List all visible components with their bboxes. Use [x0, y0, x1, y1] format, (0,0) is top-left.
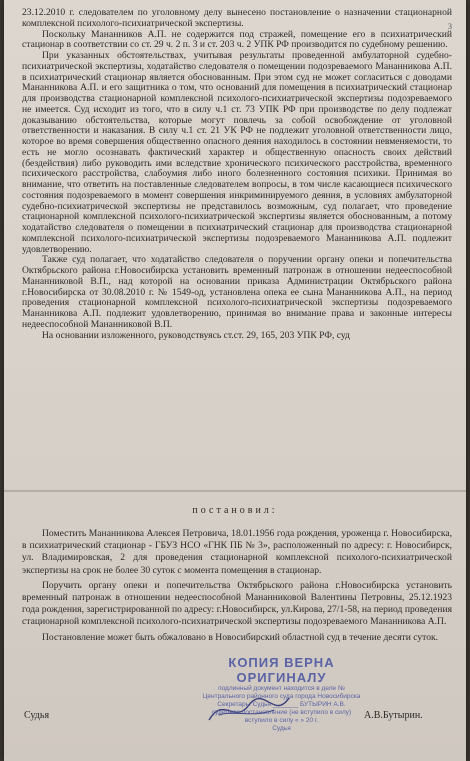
resolution-item: Постановление может быть обжаловано в Новосибирский областной суд в течение десяти суток.: [42, 631, 439, 643]
resolution-item: Поручить органу опеки и попечительства Октябрьского района г.Новосибирска установить временный патронаж в отношении недееспособной Мананниковой Валентины Петровны, 25.12.1923 года рождения, зарегистрированной по адресу: г.Новосибирск, ул.Кирова, 27/1-58, на период проведения стационарной комплексной психолого-психиатрической экспертизы подозреваемого Мананникова А.П.: [22, 579, 452, 628]
certification-stamp: [194, 655, 369, 745]
judge-name: А.В.Бутырин.: [364, 710, 423, 721]
paragraph: На основании изложенного, руководствуясь ст.ст. 29, 165, 203 УПК РФ, суд: [42, 329, 350, 341]
stamp-line: судебное постановление (не вступило в силу): [211, 709, 352, 716]
document-body: [22, 8, 452, 341]
resolution-item: Поместить Мананникова Алексея Петровича, 18.01.1956 года рождения, уроженца г. Новосибирска, в психиатрический стационар - ГБУЗ НСО «ГНК ПБ № 3», расположенный по адресу: г. Новосибирск, ул. Владимировская, 2 для проведения стационарной комплексной психолого-психиатрической экспертизы на срок не более 30 суток с момента помещения в стационар.: [22, 528, 452, 576]
stamp-line: вступило в силу « » 20 г.: [244, 717, 319, 724]
paragraph: Также суд полагает, что ходатайство следователя о поручении органу опеки и попечительства Октябрьского района г.Новосибирска установить временный патронаж в отношении недееспособной Мананниковой В.П., над которой на основании приказа Администрации Октябрьского района г.Новосибирска от 30.08.2010 г. № 1549-од, установлена опека ее сына Мананникова А.П., на период проведения стационарной комплексной психолого-психиатрической экспертизы подозреваемого Мананникова А.П. подлежит удовлетворению, принимая во внимание права и законные интересы недееспособной Мананниковой В.П.: [22, 254, 452, 330]
document-page: [4, 0, 466, 761]
paragraph: 23.12.2010 г. следователем по уголовному делу вынесено постановление о назначении стационарной комплексной психолого-психиатрической экспертизы.: [22, 7, 452, 29]
paragraph: Поскольку Мананников А.П. не содержится под стражей, помещение его в психиатрический стационар в соответствии со ст. 29 ч. 2 п. 3 и ст. 203 ч. 2 УПК РФ производится по судебному решению.: [22, 28, 452, 51]
page-number: 3: [448, 22, 452, 31]
resolution-title: постановил:: [192, 505, 278, 516]
paper-fold-line: [4, 490, 466, 492]
stamp-line: Судья: [272, 725, 291, 732]
stamp-line: Центрального районного суда города Новосибирска: [202, 693, 361, 700]
paragraph: При указанных обстоятельствах, учитывая результаты проведенной амбулаторной судебно-психиатрической экспертизы, ходатайство следователя о помещении подозреваемого Мананникова А.П. в психиатрический стационар является обоснованным. При этом суд не может согласиться с доводами Мананникова А.П. и его защитника о том, что оснований для помещения в психиатрический стационар для производства стационарной комплексной психолого-психиатрической экспертизы подозреваемого не имеется. Суд исходит из того, что в силу ч.1 ст. 73 УПК РФ при производстве по делу подлежат доказыванию обстоятельства, которые могут повлечь за собой освобождение от уголовной ответственности и наказания. В силу ч.1 ст. 21 УК РФ не подлежит уголовной ответственности лицо, которое во время совершения общественно опасного деяния находилось в состоянии невменяемости, то есть не могло осознавать фактический характер и общественную опасность своих действий (бездействия) либо руководить ими вследствие хронического психического расстройства, временного психического расстройства, слабоумия либо иного болезненного состояния психики. Принимая во внимание, что ответить на поставленные следователем вопросы, в том числе касающиеся психического состояния подозреваемого в момент совершения инкриминируемого деяния, в условиях амбулаторной судебно-психиатрической экспертизы не представилось возможным, суд полагает, что проведение стационарной комплексной психолого-психиатрической экспертизы является обоснованным, а потому ходатайство следователя о помещении в психиатрический стационар для производства стационарной комплексной психолого-психиатрической экспертизы подозреваемого Мананникова А.П. подлежит удовлетворению.: [22, 50, 452, 255]
stamp-title: КОПИЯ ВЕРНА ОРИГИНАЛУ: [228, 655, 335, 685]
judge-label: Судья: [24, 710, 50, 721]
stamp-line: подлинный документ находится в деле №: [218, 685, 345, 692]
stamp-line: Секретарь: Судья _______ БУТЫРИН А.В.: [217, 701, 346, 708]
resolution-body: [22, 528, 452, 647]
